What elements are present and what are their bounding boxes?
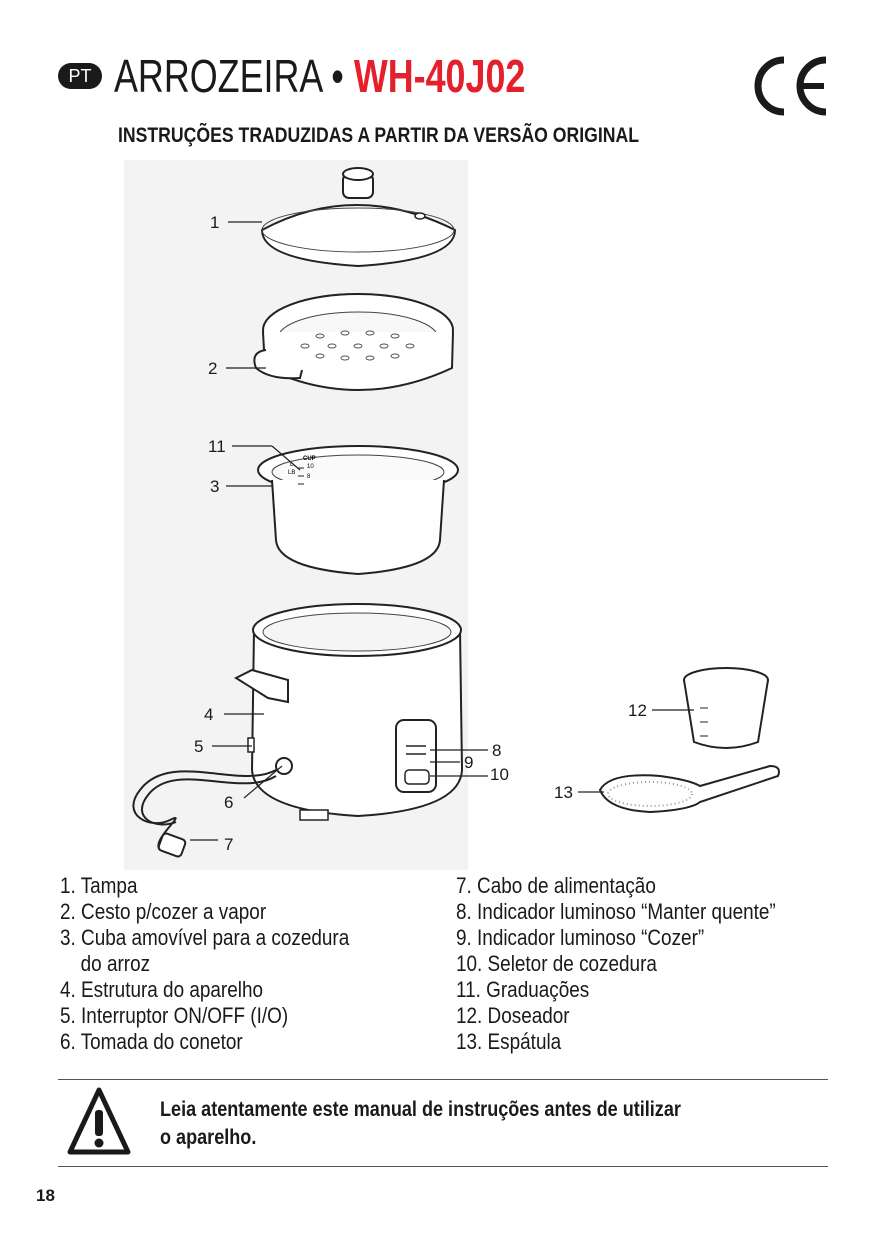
list-item: 8. Indicador luminoso “Manter quente” bbox=[456, 899, 776, 924]
language-badge: PT bbox=[58, 63, 102, 89]
list-item: 9. Indicador luminoso “Cozer” bbox=[456, 925, 705, 950]
callout-3: 3 bbox=[210, 477, 220, 496]
grad-8-label: 8 bbox=[307, 474, 311, 480]
list-item: 13. Espátula bbox=[456, 1029, 562, 1054]
list-item: 2. Cesto p/cozer a vapor bbox=[60, 899, 267, 924]
list-item-continuation: do arroz bbox=[80, 951, 151, 976]
list-item: 3. Cuba amovível para a cozedura bbox=[60, 925, 350, 950]
callout-2: 2 bbox=[208, 359, 218, 378]
callout-7: 7 bbox=[224, 835, 234, 854]
callout-12: 12 bbox=[628, 701, 647, 720]
page-number: 18 bbox=[36, 1186, 55, 1205]
list-item: 12. Doseador bbox=[456, 1003, 570, 1028]
warning-triangle-icon bbox=[66, 1086, 132, 1158]
list-item: 1. Tampa bbox=[60, 873, 138, 898]
callout-4: 4 bbox=[204, 705, 214, 724]
list-item: 4. Estrutura do aparelho bbox=[60, 977, 264, 1002]
ce-mark-icon bbox=[750, 56, 830, 116]
list-item: 7. Cabo de alimentação bbox=[456, 873, 656, 898]
spatula-drawing bbox=[600, 766, 779, 812]
l-label: L bbox=[290, 462, 294, 468]
parts-list-right bbox=[456, 873, 776, 1055]
title-prefix: ARROZEIRA • bbox=[114, 50, 354, 102]
warning-line-2: o aparelho. bbox=[160, 1126, 257, 1149]
list-item: 6. Tomada do conetor bbox=[60, 1029, 243, 1054]
callout-9: 9 bbox=[464, 753, 474, 772]
subtitle: INSTRUÇÕES TRADUZIDAS A PARTIR DA VERSÃO ORIGINAL bbox=[118, 124, 640, 147]
lb-label: LB bbox=[288, 470, 296, 476]
callout-13: 13 bbox=[554, 783, 573, 802]
parts-list-left bbox=[60, 873, 349, 1055]
model-number: WH-40J02 bbox=[353, 50, 526, 102]
divider bbox=[58, 1166, 828, 1167]
list-item: 5. Interruptor ON/OFF (I/O) bbox=[60, 1003, 289, 1028]
divider bbox=[58, 1079, 828, 1080]
grad-10-label: 10 bbox=[307, 464, 314, 470]
callout-11: 11 bbox=[208, 437, 226, 456]
list-item: 11. Graduações bbox=[456, 977, 590, 1002]
product-diagram bbox=[0, 150, 886, 870]
inner-pot-drawing bbox=[258, 446, 458, 574]
callout-8: 8 bbox=[492, 741, 502, 760]
page-title bbox=[114, 48, 525, 104]
measuring-cup-drawing bbox=[684, 668, 768, 748]
callout-6: 6 bbox=[224, 793, 234, 812]
warning-line-1: Leia atentamente este manual de instruções antes de utilizar bbox=[160, 1098, 681, 1121]
callout-5: 5 bbox=[194, 737, 204, 756]
steamer-drawing bbox=[254, 294, 453, 390]
warning-text bbox=[160, 1096, 814, 1152]
callout-10: 10 bbox=[490, 765, 509, 784]
list-item: 10. Seletor de cozedura bbox=[456, 951, 657, 976]
cup-label: CUP bbox=[303, 456, 316, 462]
callout-1: 1 bbox=[210, 213, 220, 232]
